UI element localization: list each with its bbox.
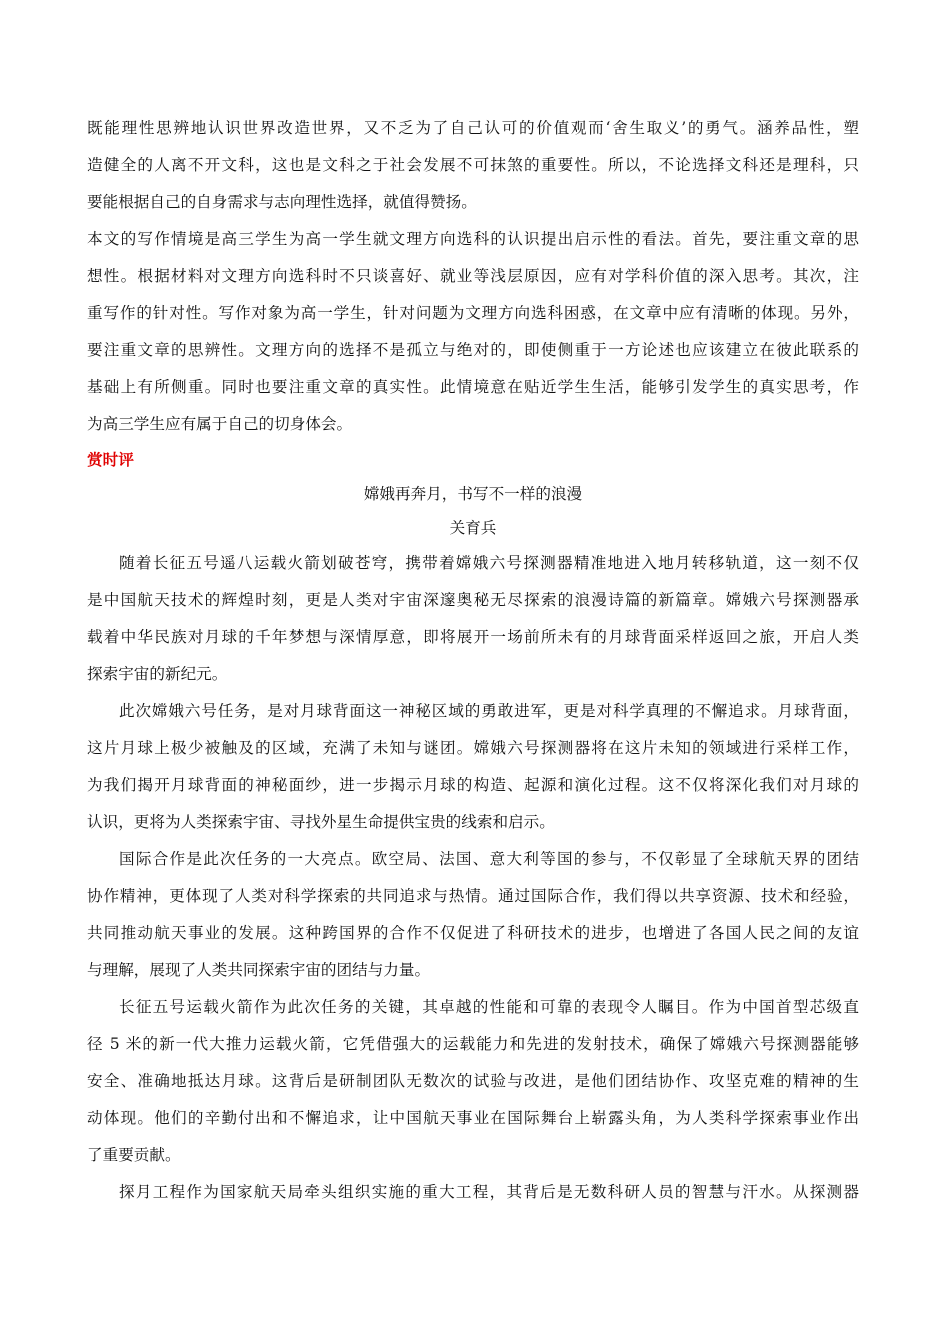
text-line: 本文的写作情境是高三学生为高一学生就文理方向选科的认识提出启示性的看法。首先，要注重文章的思 xyxy=(87,230,859,248)
text-line: 共同推动航天事业的发展。这种跨国界的合作不仅促进了科研技术的进步，也增进了各国人民之间的友谊 xyxy=(87,924,859,942)
paragraph xyxy=(87,989,859,1174)
text-line: 造健全的人离不开文科，这也是文科之于社会发展不可抹煞的重要性。所以，不论选择文科还是理科，只 xyxy=(87,156,859,174)
paragraph xyxy=(87,545,859,693)
text-line: 径 5 米的新一代大推力运载火箭，它凭借强大的运载能力和先进的发射技术，确保了嫦娥六号探测器能够 xyxy=(87,1035,859,1053)
paragraph xyxy=(87,693,859,841)
paragraph xyxy=(87,221,859,443)
document-body xyxy=(87,110,859,1211)
text-line: 要能根据自己的自身需求与志向理性选择，就值得赞扬。 xyxy=(87,193,477,211)
text-line: 与理解，展现了人类共同探索宇宙的团结与力量。 xyxy=(87,961,431,979)
article-author: 关育兵 xyxy=(449,519,497,537)
text-line: 了重要贡献。 xyxy=(87,1146,181,1164)
text-line: 为我们揭开月球背面的神秘面纱，进一步揭示月球的构造、起源和演化过程。这不仅将深化我们对月球的 xyxy=(87,776,859,794)
text-line: 既能理性思辨地认识世界改造世界，又不乏为了自己认可的价值观而‘舍生取义’的勇气。涵养品性，塑 xyxy=(87,119,859,137)
text-line: 是中国航天技术的辉煌时刻，更是人类对宇宙深邃奥秘无尽探索的浪漫诗篇的新篇章。嫦娥六号探测器承 xyxy=(87,591,859,609)
text-line: 探月工程作为国家航天局牵头组织实施的重大工程，其背后是无数科研人员的智慧与汗水。从探测器 xyxy=(119,1183,859,1201)
section-heading: 赏时评 xyxy=(87,451,134,469)
text-line: 要注重文章的思辨性。文理方向的选择不是孤立与绝对的，即使侧重于一方论述也应该建立在彼此联系的 xyxy=(87,341,859,359)
text-line: 协作精神，更体现了人类对科学探索的共同追求与热情。通过国际合作，我们得以共享资源、技术和经验， xyxy=(87,887,859,905)
text-line: 此次嫦娥六号任务，是对月球背面这一神秘区域的勇敢进军，更是对科学真理的不懈追求。月球背面， xyxy=(119,702,859,720)
article-title: 嫦娥再奔月，书写不一样的浪漫 xyxy=(363,485,583,503)
text-line: 重写作的针对性。写作对象为高一学生，针对问题为文理方向选科困惑，在文章中应有清晰的体现。另外， xyxy=(87,304,859,322)
text-line: 国际合作是此次任务的一大亮点。欧空局、法国、意大利等国的参与，不仅彰显了全球航天界的团结 xyxy=(119,850,859,868)
text-line: 安全、准确地抵达月球。这背后是研制团队无数次的试验与改进，是他们团结协作、攻坚克难的精神的生 xyxy=(87,1072,859,1090)
text-line: 这片月球上极少被触及的区域，充满了未知与谜团。嫦娥六号探测器将在这片未知的领域进行采样工作， xyxy=(87,739,859,757)
text-line: 随着长征五号遥八运载火箭划破苍穹，携带着嫦娥六号探测器精准地进入地月转移轨道，这一刻不仅 xyxy=(119,554,859,572)
text-line: 认识，更将为人类探索宇宙、寻找外星生命提供宝贵的线索和启示。 xyxy=(87,813,555,831)
text-line: 动体现。他们的辛勤付出和不懈追求，让中国航天事业在国际舞台上崭露头角，为人类科学探索事业作出 xyxy=(87,1109,859,1127)
text-line: 基础上有所侧重。同时也要注重文章的真实性。此情境意在贴近学生生活，能够引发学生的真实思考，作 xyxy=(87,378,859,396)
text-line: 为高三学生应有属于自己的切身体会。 xyxy=(87,415,353,433)
paragraph xyxy=(87,110,859,221)
text-line: 载着中华民族对月球的千年梦想与深情厚意，即将展开一场前所未有的月球背面采样返回之旅，开启人类 xyxy=(87,628,859,646)
paragraph xyxy=(87,1174,859,1211)
paragraph xyxy=(87,841,859,989)
text-line: 长征五号运载火箭作为此次任务的关键，其卓越的性能和可靠的表现令人瞩目。作为中国首型芯级直 xyxy=(119,998,859,1016)
text-line: 探索宇宙的新纪元。 xyxy=(87,665,228,683)
text-line: 想性。根据材料对文理方向选科时不只谈喜好、就业等浅层原因，应有对学科价值的深入思考。其次，注 xyxy=(87,267,859,285)
